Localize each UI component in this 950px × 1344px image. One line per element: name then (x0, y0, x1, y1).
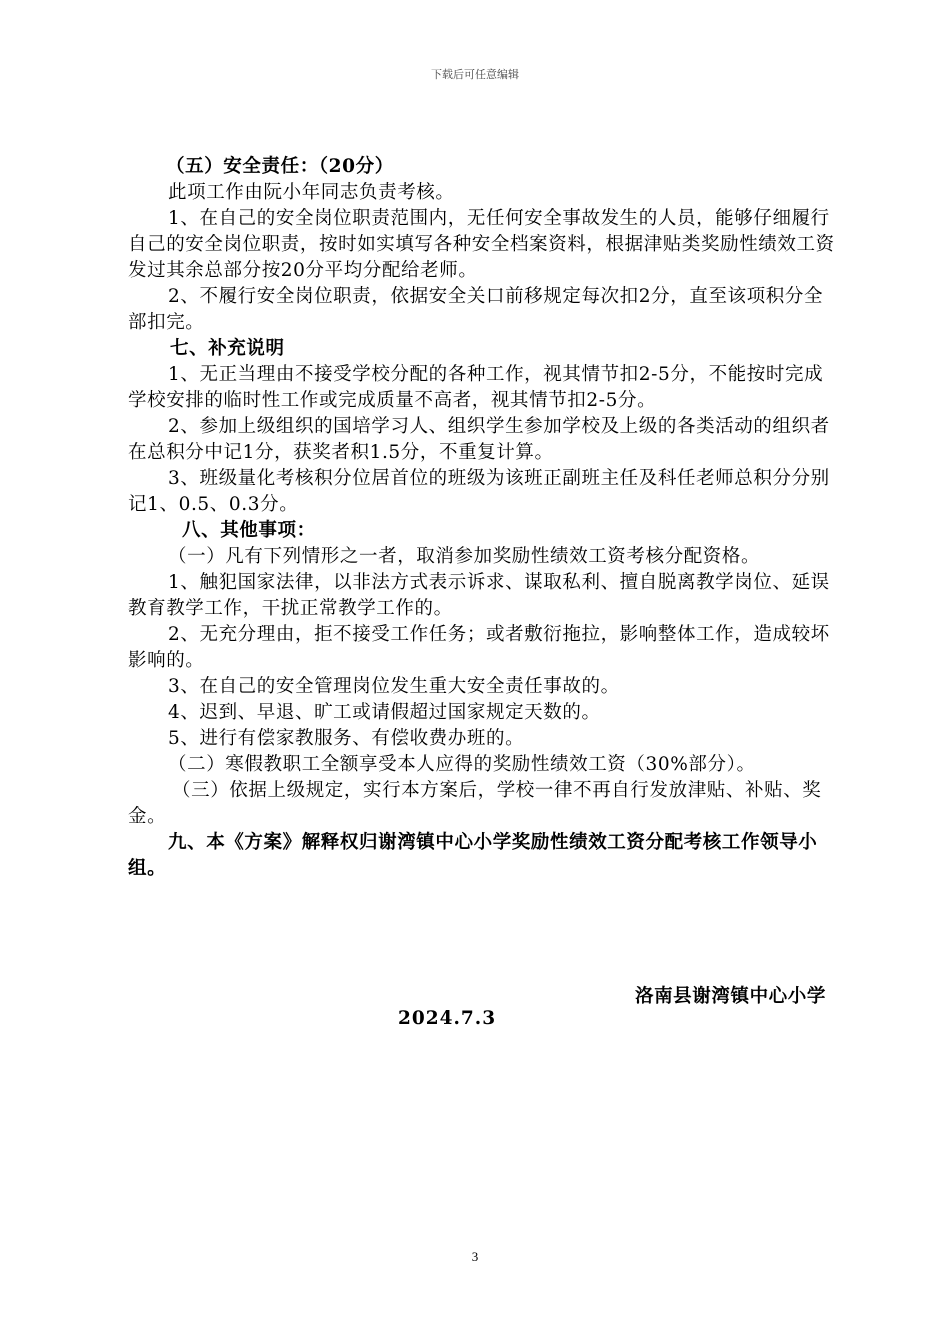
section5-paragraph: 此项工作由阮小年同志负责考核。 (168, 182, 455, 203)
section5-heading: （五）安全责任：（20分） (166, 156, 394, 177)
section7-paragraph: 3、班级量化考核积分位居首位的班级为该班正副班主任及科任老师总积分分别记1、0.5、0.3分。 (128, 468, 830, 515)
section5-paragraph: 1、在自己的安全岗位职责范围内，无任何安全事故发生的人员，能够仔细履行自己的安全岗位职责，按时如实填写各种安全档案资料，根据津贴类奖励性绩效工资发过其余总部分按20分平均分配给老师。 (128, 208, 835, 281)
section9-paragraph: 九、本《方案》解释权归谢湾镇中心小学奖励性绩效工资分配考核工作领导小组。 (128, 832, 818, 879)
section5-paragraph: 2、不履行安全岗位职责，依据安全关口前移规定每次扣2分，直至该项积分全部扣完。 (128, 286, 824, 333)
section8-paragraph: （三）依据上级规定，实行本方案后，学校一律不再自行发放津贴、补贴、奖金。 (128, 780, 822, 827)
section7-paragraph: 1、无正当理由不接受学校分配的各种工作，视其情节扣2-5分，不能按时完成学校安排的临时性工作或完成质量不高者，视其情节扣2-5分。 (128, 364, 824, 411)
section8-paragraph: （一）凡有下列情形之一者，取消参加奖励性绩效工资考核分配资格。 (168, 546, 761, 567)
section8-paragraph: （二）寒假教职工全额享受本人应得的奖励性绩效工资（30%部分）。 (168, 754, 756, 775)
section8-paragraph: 1、触犯国家法律，以非法方式表示诉求、谋取私利、擅自脱离教学岗位、延误教育教学工作，干扰正常教学工作的。 (128, 572, 830, 619)
section7-heading: 七、补充说明 (170, 338, 285, 359)
section8-paragraph: 5、进行有偿家教服务、有偿收费办班的。 (168, 728, 525, 749)
header-note: 下载后可任意编辑 (431, 68, 519, 81)
document-body (128, 154, 840, 882)
section8-paragraph: 2、无充分理由，拒不接受工作任务；或者敷衍拖拉，影响整体工作，造成较坏影响的。 (128, 624, 830, 671)
page-number: 3 (471, 1249, 479, 1264)
signature-date: 2024.7.3 (398, 1008, 497, 1029)
section7-paragraph: 2、参加上级组织的国培学习人、组织学生参加学校及上级的各类活动的组织者在总积分中记1分，获奖者积1.5分，不重复计算。 (128, 416, 830, 463)
signature-organization: 洛南县谢湾镇中心小学 (634, 986, 826, 1007)
section8-paragraph: 3、在自己的安全管理岗位发生重大安全责任事故的。 (168, 676, 620, 697)
section8-paragraph: 4、迟到、早退、旷工或请假超过国家规定天数的。 (168, 702, 601, 723)
section8-heading: 八、其他事项： (182, 520, 316, 541)
